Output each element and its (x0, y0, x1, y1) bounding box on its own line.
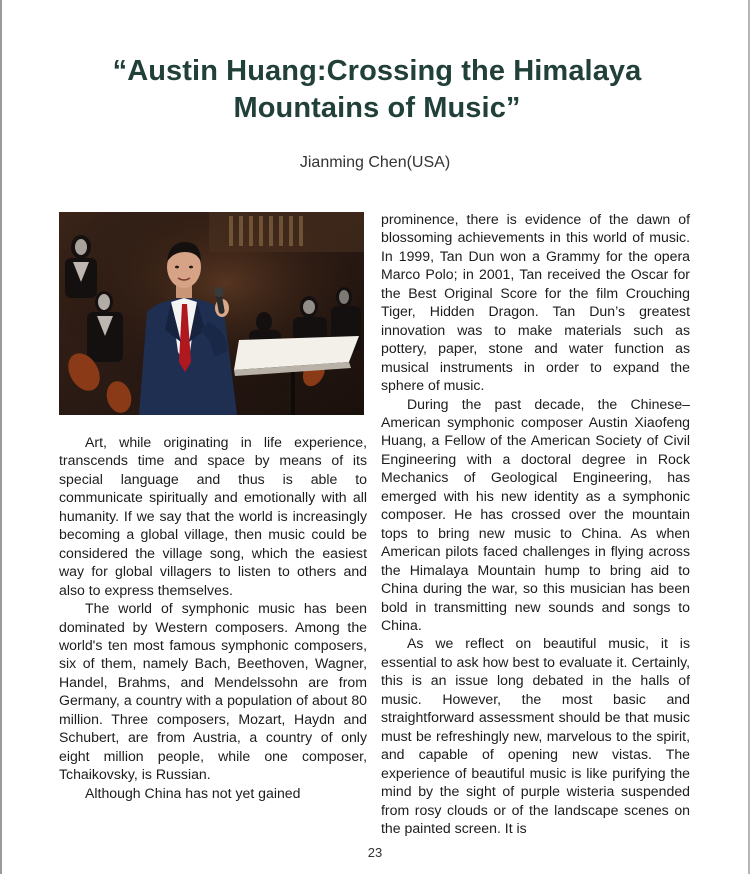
page-number: 23 (367, 845, 383, 860)
article-title: “Austin Huang:Crossing the Himalaya Mountains of Music” (112, 55, 642, 124)
left-paragraph-2: The world of symphonic music has been dominated by Western composers. Among the world's ten most famous symphonic composers, six of them, namely Bach, Beethoven, Wagner, Handel, Brahms, and Mendelssohn are from Germany, a country with a population of about 80 million. Three composers, Mozart, Haydn and Schubert, are from Austria, a country of only eight million people, while one composer, Tchaikovsky, is Russian. (59, 600, 367, 783)
left-paragraph-1: Art, while originating in life experience, transcends time and space by means of its special language and thus is able to communicate spiritually and emotionally with all humanity. If we say that the world is increasingly becoming a global village, then music could be considered the village song, which the easiest way for global villagers to listen to others and also to express themselves. (59, 434, 367, 598)
right-paragraph-1: prominence, there is evidence of the dawn of blossoming achievements in this world of music. In 1999, Tan Dun won a Grammy for the opera Marco Polo; in 2001, Tan received the Oscar for the Best Original Score for the film Crouching Tiger, Hidden Dragon. Tan Dun’s greatest innovation was to make materials such as pottery, paper, stone and water function as musical instruments in order to expand the sphere of music. (381, 211, 690, 394)
conductor-photo-illustration (59, 212, 364, 415)
right-paragraph-3: As we reflect on beautiful music, it is essential to ask how best to evaluate it. Certainly, this is an issue long debated in the halls of music. However, the most basic and straightforward assessment should be that music must be refreshingly new, marvelous to the spirit, and capable of opening new vistas. The experience of beautiful music is like purifying the mind by the sight of purple wisteria suspended from rosy clouds or of the landscape scenes on the painted screen. It is (381, 635, 690, 836)
right-paragraph-2: During the past decade, the Chinese–American symphonic composer Austin Xiaofeng Huang, a Fellow of the American Society of Civil Engineering with a doctoral degree in Rock Mechanics of Geological Engineering, has emerged with his new identity as a symphonic composer. He has crossed over the mountain tops to bring new music to China. As when American pilots faced challenges in flying across the Himalaya Mountain hump to bring aid to China during the war, so this musician has been bold in transmitting new sounds and songs to China. (381, 395, 690, 633)
right-column (381, 210, 690, 837)
left-column (59, 433, 367, 802)
article-photo (59, 212, 364, 415)
left-paragraph-3: Although China has not yet gained (85, 784, 301, 801)
article-author: Jianming Chen(USA) (299, 154, 451, 171)
